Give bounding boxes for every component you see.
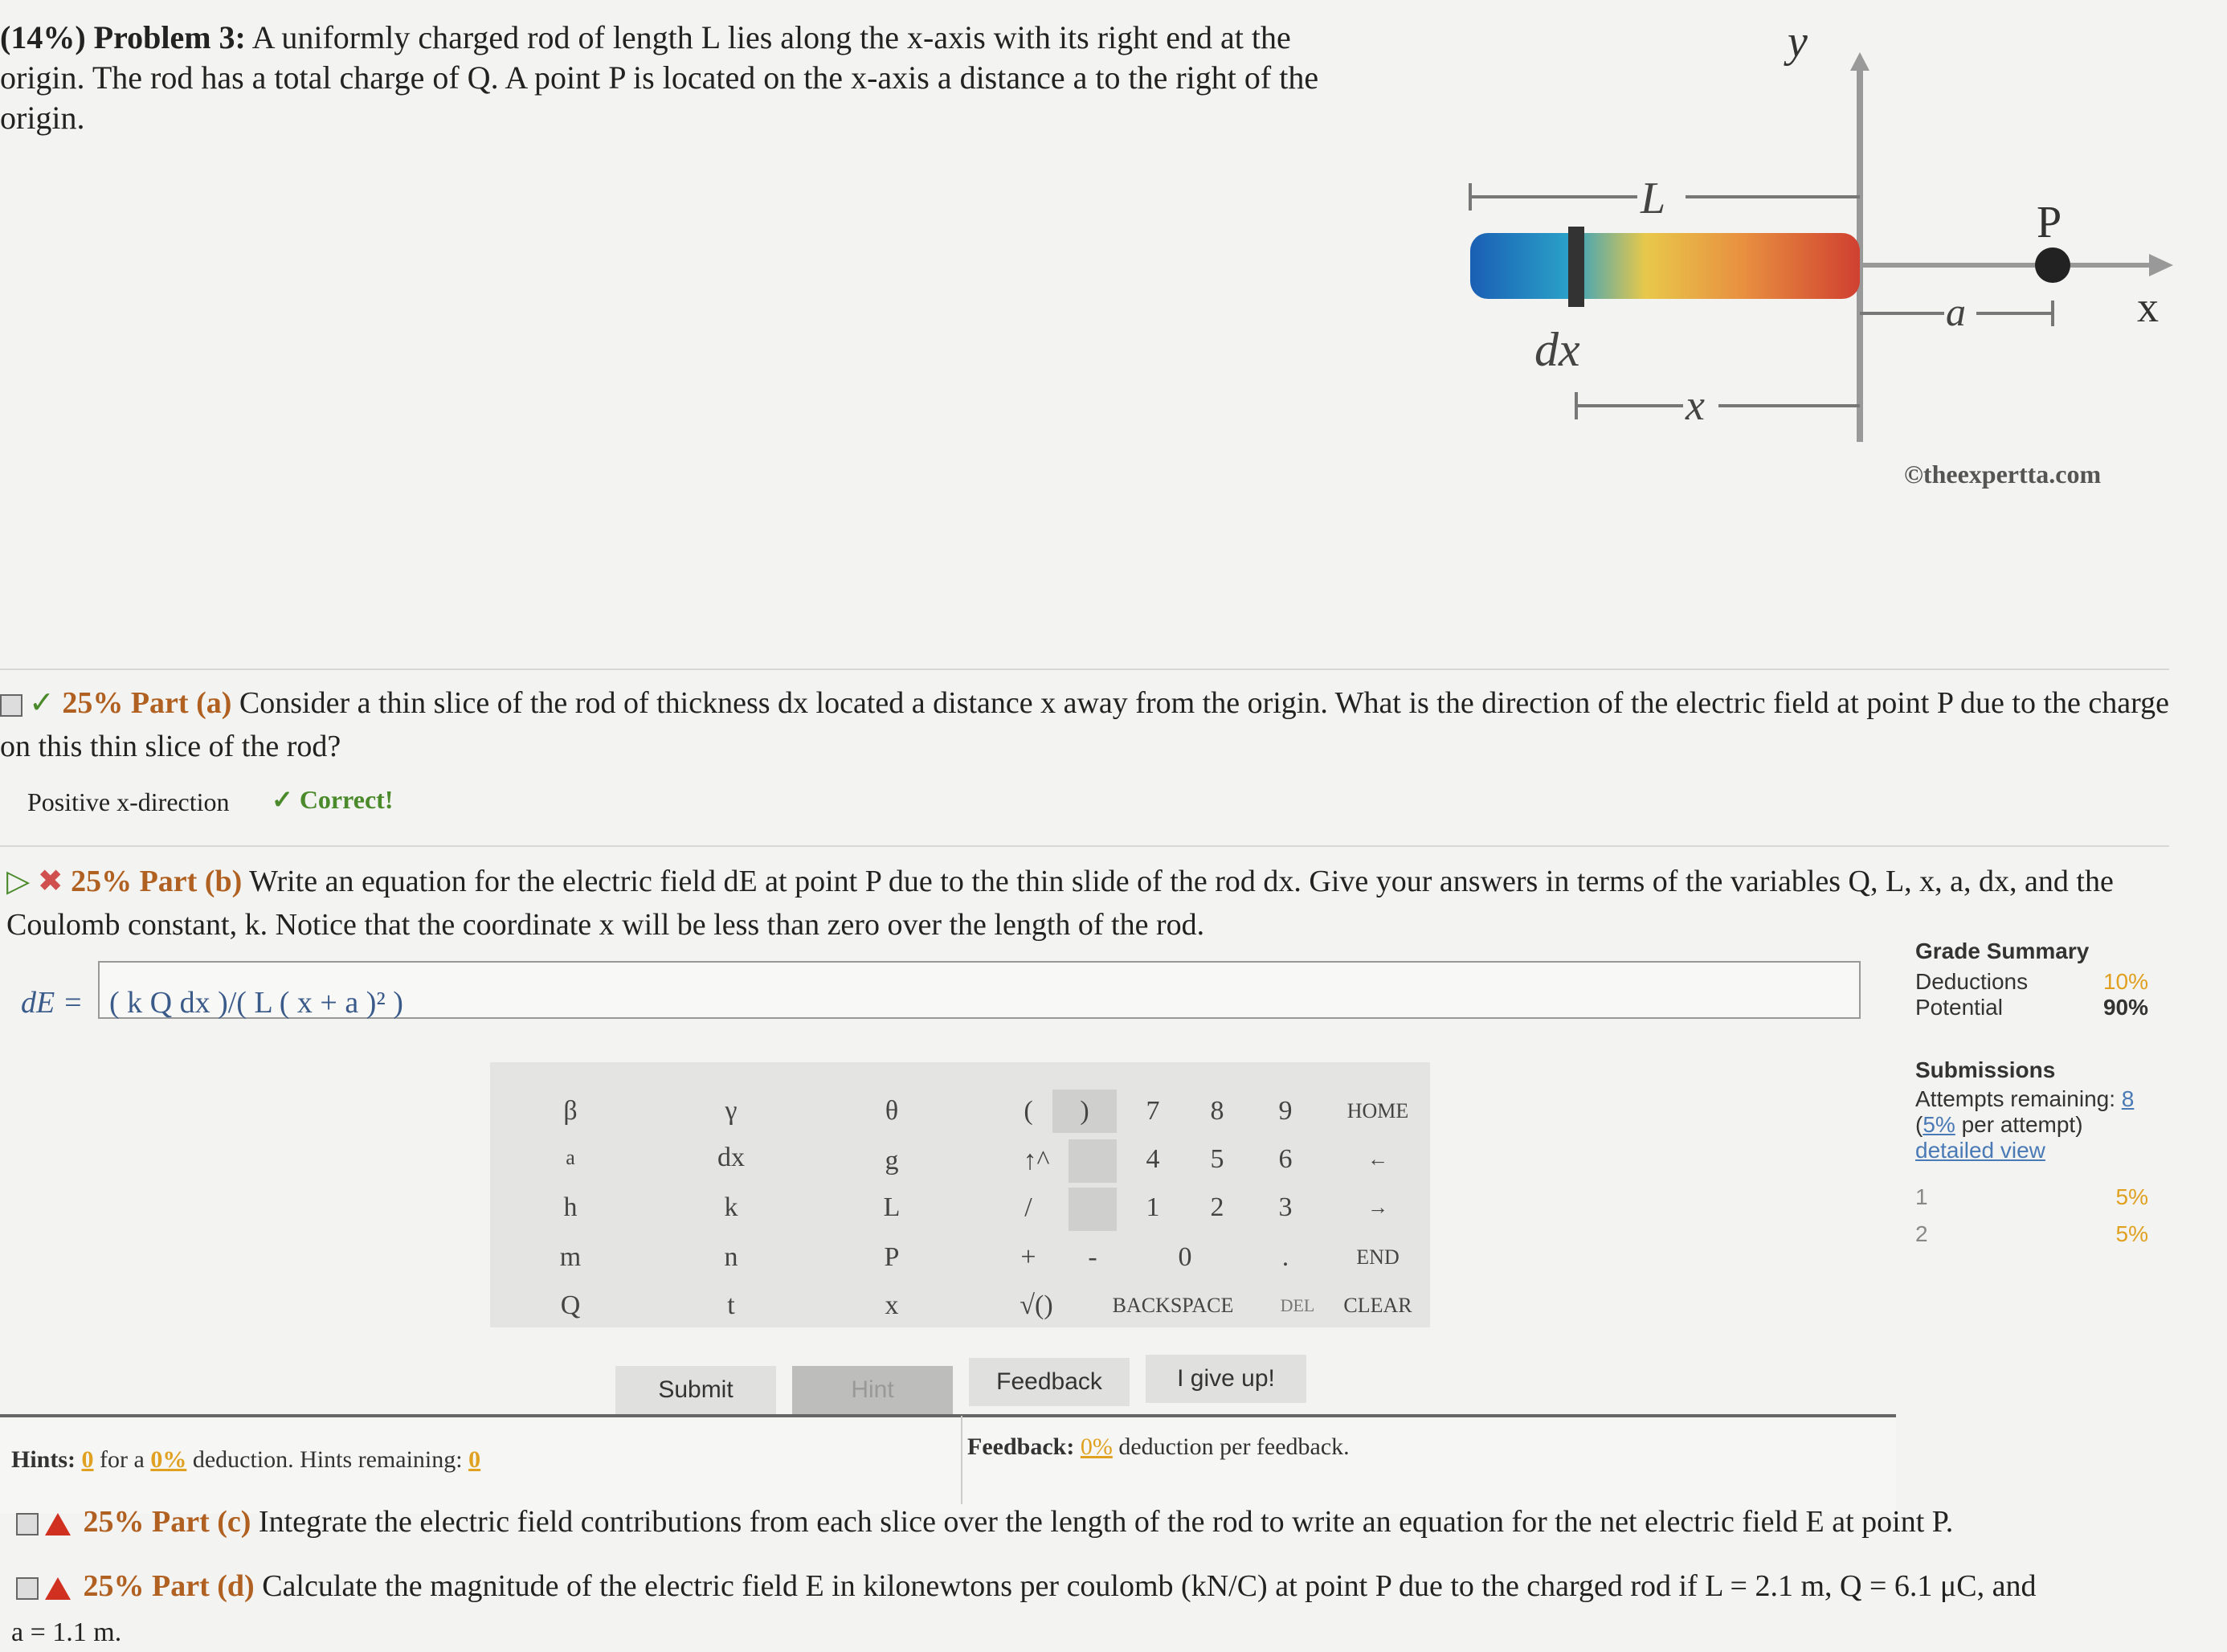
key-home[interactable]: HOME bbox=[1346, 1099, 1409, 1122]
key-left-arrow[interactable]: ← bbox=[1367, 1147, 1388, 1171]
key-x[interactable]: x bbox=[885, 1290, 899, 1320]
part-a-status bbox=[272, 784, 393, 815]
key-k[interactable]: k bbox=[724, 1192, 738, 1222]
key-a[interactable]: a bbox=[566, 1146, 575, 1169]
key-m[interactable]: m bbox=[559, 1242, 582, 1272]
key-minus[interactable]: - bbox=[1088, 1242, 1097, 1272]
charged-rod bbox=[1470, 233, 1860, 299]
submission-row-2 bbox=[1915, 1221, 2148, 1247]
part-b-question bbox=[6, 860, 2160, 947]
L-label: L bbox=[1641, 174, 1666, 223]
part-c-text: Integrate the electric field contributions from each slice over the length of the rod to write an equation for the net electric field E at point P. bbox=[258, 1505, 1954, 1539]
collapse-icon[interactable] bbox=[0, 694, 22, 717]
per-attempt-text: per attempt) bbox=[1961, 1112, 2083, 1137]
part-c-title: 25% Part (c) bbox=[83, 1505, 251, 1539]
key-Q[interactable]: Q bbox=[560, 1290, 581, 1320]
bar-divider bbox=[961, 1416, 962, 1504]
part-c-row bbox=[16, 1503, 2153, 1541]
part-d-title: 25% Part (d) bbox=[83, 1569, 255, 1603]
feedback-button[interactable]: Feedback bbox=[969, 1358, 1130, 1406]
part-a-title: 25% Part (a) bbox=[62, 686, 232, 720]
key-dx[interactable]: dx bbox=[717, 1143, 745, 1172]
key-t[interactable]: t bbox=[727, 1290, 735, 1320]
answer-label: dE = bbox=[21, 986, 84, 1020]
hints-deduction-pct[interactable]: 0% bbox=[150, 1446, 187, 1473]
key-gamma[interactable]: γ bbox=[725, 1096, 738, 1126]
key-decimal[interactable]: . bbox=[1281, 1242, 1289, 1272]
y-axis-arrow bbox=[1850, 52, 1869, 71]
hints-label: Hints: bbox=[11, 1446, 76, 1473]
expand-icon[interactable] bbox=[16, 1577, 39, 1600]
checkmark-icon: ✓ bbox=[272, 785, 293, 814]
key-backspace[interactable]: BACKSPACE bbox=[1112, 1294, 1234, 1317]
hints-count[interactable]: 0 bbox=[81, 1446, 94, 1473]
point-P bbox=[2035, 247, 2070, 283]
x-axis-label: x bbox=[2137, 283, 2159, 331]
attempts-remaining bbox=[1915, 1086, 2148, 1112]
key-g[interactable]: g bbox=[885, 1146, 899, 1176]
expand-icon[interactable] bbox=[16, 1513, 39, 1535]
feedback-label: Feedback: bbox=[967, 1433, 1075, 1460]
warning-icon bbox=[45, 1513, 71, 1535]
hints-text bbox=[11, 1446, 480, 1474]
submission-pct: 5% bbox=[2115, 1221, 2148, 1246]
part-b-title: 25% Part (b) bbox=[71, 865, 243, 898]
submission-pct: 5% bbox=[2115, 1184, 2148, 1209]
key-0[interactable]: 0 bbox=[1178, 1242, 1192, 1272]
key-multiply-blank[interactable] bbox=[1069, 1139, 1117, 1183]
per-attempt-pct[interactable]: 5% bbox=[1923, 1112, 1955, 1137]
per-attempt: (5% per attempt) bbox=[1915, 1112, 2083, 1137]
feedback-pct[interactable]: 0% bbox=[1080, 1433, 1113, 1460]
key-2[interactable]: 2 bbox=[1210, 1192, 1224, 1222]
key-4[interactable]: 4 bbox=[1146, 1144, 1160, 1174]
key-end[interactable]: END bbox=[1356, 1245, 1400, 1269]
key-8[interactable]: 8 bbox=[1210, 1096, 1224, 1126]
key-clear[interactable]: CLEAR bbox=[1343, 1294, 1412, 1317]
y-axis-label: y bbox=[1788, 17, 1808, 67]
key-close-paren[interactable]: ) bbox=[1052, 1090, 1117, 1133]
problem-header: (14%) Problem 3: bbox=[0, 19, 246, 55]
key-divide[interactable]: / bbox=[1024, 1192, 1032, 1222]
warning-icon bbox=[45, 1577, 71, 1600]
key-1[interactable]: 1 bbox=[1146, 1192, 1160, 1222]
key-L[interactable]: L bbox=[883, 1192, 901, 1222]
hints-deduction-text: deduction. Hints remaining: bbox=[192, 1446, 463, 1473]
part-a-status-text: Correct! bbox=[299, 785, 394, 814]
part-d-tail: a = 1.1 m. bbox=[11, 1617, 122, 1647]
key-7[interactable]: 7 bbox=[1146, 1096, 1160, 1126]
copyright-text: ©theexpertta.com bbox=[1904, 460, 2102, 489]
P-label: P bbox=[2037, 198, 2062, 247]
part-a-question bbox=[0, 681, 2169, 768]
x-distance-label: x bbox=[1686, 381, 1705, 429]
key-P[interactable]: P bbox=[884, 1242, 900, 1272]
hint-button[interactable]: Hint bbox=[792, 1366, 953, 1414]
part-a-answer: Positive x-direction bbox=[27, 787, 230, 816]
check-icon: ✓ bbox=[29, 686, 55, 720]
deductions-value: 10% bbox=[2102, 969, 2148, 994]
give-up-button[interactable]: I give up! bbox=[1146, 1355, 1306, 1403]
part-a-divider bbox=[0, 669, 2169, 670]
key-right-arrow[interactable]: → bbox=[1367, 1196, 1388, 1219]
key-beta[interactable]: β bbox=[563, 1096, 578, 1126]
play-icon: ▷ bbox=[6, 865, 31, 898]
key-6[interactable]: 6 bbox=[1278, 1144, 1293, 1174]
submissions-title: Submissions bbox=[1915, 1057, 2056, 1082]
answer-input-value[interactable]: ( k Q dx )/( L ( x + a )² ) bbox=[109, 986, 403, 1020]
problem-statement bbox=[0, 18, 1382, 138]
a-label: a bbox=[1946, 289, 1966, 334]
submission-number: 1 bbox=[1915, 1184, 1928, 1209]
key-sqrt[interactable]: √() bbox=[1020, 1290, 1053, 1320]
submission-number: 2 bbox=[1915, 1221, 1928, 1246]
key-5[interactable]: 5 bbox=[1210, 1144, 1224, 1174]
grade-summary-title: Grade Summary bbox=[1915, 938, 2090, 963]
part-a-text: Consider a thin slice of the rod of thickness dx located a distance x away from the origin. What is the direction of the electric field at point P due to the charge on this thin slice of the rod? bbox=[0, 686, 2169, 763]
detailed-view-link[interactable]: detailed view bbox=[1915, 1138, 2045, 1163]
key-open-paren[interactable]: ( bbox=[1024, 1096, 1033, 1126]
key-h[interactable]: h bbox=[563, 1192, 578, 1222]
key-del[interactable]: DEL bbox=[1280, 1295, 1315, 1315]
rod-diagram bbox=[1430, 8, 2201, 522]
feedback-info bbox=[967, 1433, 1350, 1461]
key-power[interactable]: ↑^ bbox=[1023, 1146, 1050, 1176]
key-9[interactable]: 9 bbox=[1278, 1096, 1293, 1126]
part-d-row bbox=[16, 1567, 2153, 1605]
part-b-divider bbox=[0, 845, 2169, 847]
attempts-label: Attempts remaining: bbox=[1915, 1086, 2115, 1111]
key-theta[interactable]: θ bbox=[885, 1096, 899, 1126]
dx-slice bbox=[1568, 227, 1584, 307]
equation-keypad bbox=[490, 1062, 1430, 1327]
part-b-text: Write an equation for the electric field dE at point P due to the thin slide of the rod dx. Give your answers in terms of the variables Q, L, x, a, dx, and the Coulomb constant, k. Notice that the coordinate x will be less than zero over the length of the rod. bbox=[6, 865, 2114, 942]
hints-remaining[interactable]: 0 bbox=[468, 1446, 481, 1473]
part-d-text: Calculate the magnitude of the electric field E in kilonewtons per coulomb (kN/C) at point P due to the charged rod if L = 2.1 m, Q = 6.1 μC, and bbox=[262, 1569, 2037, 1603]
deductions-label: Deductions bbox=[1915, 969, 2029, 994]
hints-for-a: for a bbox=[100, 1446, 145, 1473]
potential-label: Potential bbox=[1915, 995, 2003, 1020]
key-plus[interactable]: + bbox=[1020, 1242, 1036, 1272]
submit-button[interactable]: Submit bbox=[615, 1366, 776, 1414]
feedback-deduction-text: deduction per feedback. bbox=[1118, 1433, 1350, 1460]
x-axis-arrow bbox=[2149, 254, 2173, 276]
problem-body: A uniformly charged rod of length L lies along the x-axis with its right end at the origin. The rod has a total charge of Q. A point P is located on the x-axis a distance a to the right of the origin. bbox=[0, 19, 1319, 136]
submission-row-1 bbox=[1915, 1184, 2148, 1210]
key-blank[interactable] bbox=[1069, 1188, 1117, 1231]
cross-icon: ✖ bbox=[37, 865, 63, 898]
key-3[interactable]: 3 bbox=[1278, 1192, 1293, 1222]
potential-value: 90% bbox=[2102, 995, 2148, 1020]
key-n[interactable]: n bbox=[724, 1242, 738, 1272]
attempts-value[interactable]: 8 bbox=[2121, 1086, 2135, 1111]
grade-summary-panel bbox=[1915, 938, 2148, 1247]
dx-label: dx bbox=[1534, 323, 1580, 376]
